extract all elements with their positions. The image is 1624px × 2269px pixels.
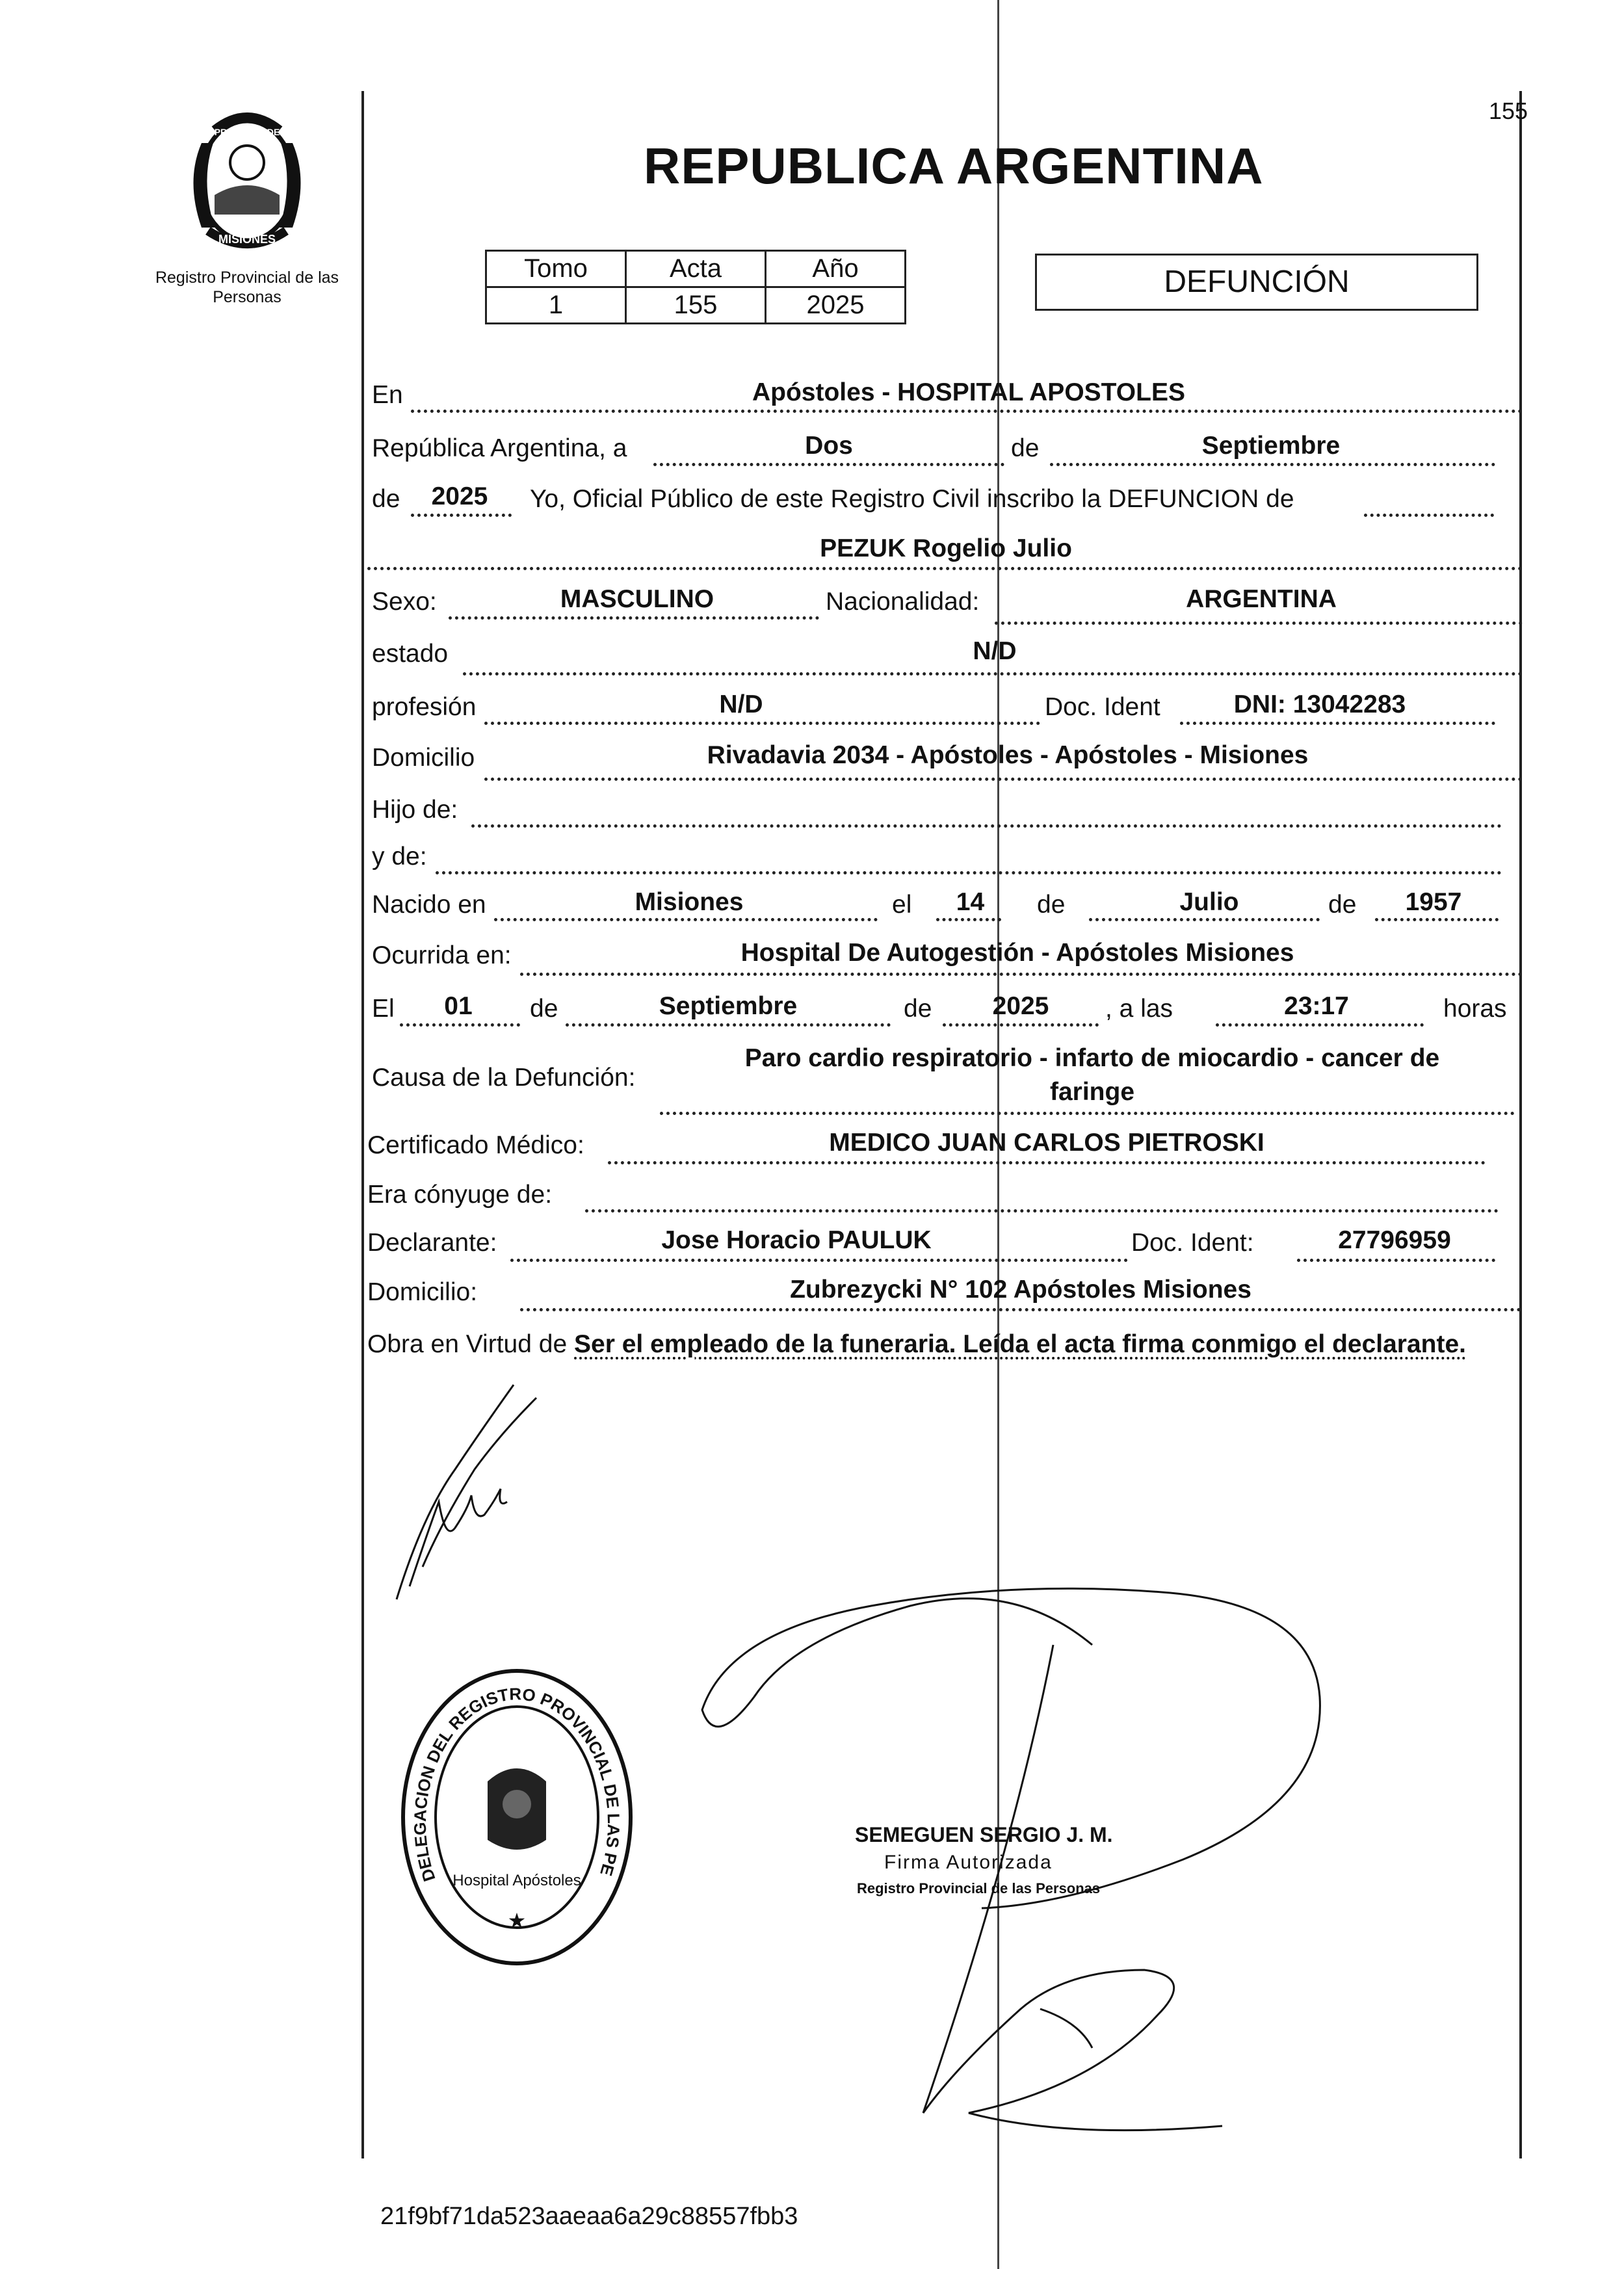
obra-label: Obra en Virtud de (367, 1330, 568, 1358)
tomo-acta-table (485, 250, 906, 324)
day-dotline (653, 463, 1004, 466)
domicilio-dotline (484, 778, 1523, 781)
nacido-value: Misiones (635, 888, 744, 916)
table-value-ano: 2025 (766, 287, 906, 324)
deceased-name: PEZUK Rogelio Julio (820, 534, 1072, 562)
de-d2-label: de (904, 995, 932, 1023)
yo-text: Yo, Oficial Público de este Registro Civil inscribo la DEFUNCION de (530, 485, 1294, 513)
month-value: Septiembre (1201, 432, 1341, 460)
conyuge-label: Era cónyuge de: (367, 1181, 553, 1209)
record-type-box: DEFUNCIÓN (1035, 254, 1478, 311)
registry-name: Registro Provincial de las Personas (155, 269, 339, 306)
doc2-value: 27796959 (1338, 1226, 1451, 1254)
profesion-label: profesión (372, 693, 477, 721)
doc-value: DNI: 13042283 (1233, 690, 1406, 718)
estado-label: estado (372, 640, 449, 668)
yo-dotline (1364, 514, 1494, 517)
ocurrida-dotline (520, 973, 1523, 976)
yde-label: y de: (372, 843, 427, 871)
el-label: el (892, 891, 912, 919)
name-dotline (367, 567, 1523, 570)
death-month: Septiembre (659, 992, 798, 1020)
certificado-dotline (608, 1161, 1486, 1164)
year-value: 2025 (431, 482, 488, 510)
estado-dotline (463, 672, 1523, 675)
year-dotline (411, 514, 512, 517)
domicilio2-label: Domicilio: (367, 1278, 478, 1306)
domicilio2-value: Zubrezycki N° 102 Apóstoles Misiones (790, 1276, 1251, 1304)
de-d1-label: de (530, 995, 558, 1023)
table-header-acta: Acta (626, 251, 766, 287)
death-year: 2025 (992, 992, 1049, 1020)
death-time: 23:17 (1284, 992, 1349, 1020)
birth-month: Julio (1179, 888, 1239, 916)
page-number: 155 (1489, 98, 1528, 124)
table-header-ano: Año (766, 251, 906, 287)
month-dotline (1050, 463, 1495, 466)
nacionalidad-dotline (995, 622, 1523, 625)
estado-value: N/D (973, 637, 1017, 665)
declarante-label: Declarante: (367, 1229, 497, 1257)
seal-ring-text: DELEGACION DEL REGISTRO PROVINCIAL DE LAS PE (410, 1684, 624, 1884)
day-value: Dos (805, 432, 853, 460)
table-value-acta: 155 (626, 287, 766, 324)
domicilio-label: Domicilio (372, 744, 475, 772)
death-day-dotline (400, 1023, 520, 1027)
birth-day: 14 (956, 888, 985, 916)
certificado-value: MEDICO JUAN CARLOS PIETROSKI (829, 1129, 1264, 1157)
domicilio2-dotline (520, 1308, 1521, 1311)
de-b1-label: de (1037, 891, 1066, 919)
en-dotline (411, 410, 1523, 413)
causa-label: Causa de la Defunción: (372, 1064, 636, 1092)
conyuge-dotline (585, 1209, 1499, 1213)
death-day: 01 (444, 992, 473, 1020)
doc2-dotline (1297, 1259, 1495, 1262)
doc2-label: Doc. Ident: (1131, 1229, 1254, 1257)
nacionalidad-label: Nacionalidad: (826, 588, 980, 616)
en-label: En (372, 381, 403, 409)
de-label: de (1011, 434, 1040, 462)
official-name: SEMEGUEN SERGIO J. M. (855, 1823, 1113, 1846)
death-time-dotline (1216, 1023, 1424, 1027)
birth-year: 1957 (1405, 888, 1462, 916)
death-year-dotline (943, 1023, 1099, 1027)
yde-dotline (436, 871, 1502, 874)
official-role: Firma Autorizada (884, 1852, 1053, 1873)
birth-day-dotline (936, 918, 1001, 921)
sexo-value: MASCULINO (560, 585, 714, 613)
domicilio-value: Rivadavia 2034 - Apóstoles - Apóstoles - Misiones (707, 741, 1309, 769)
coat-of-arms-top-text: PROVINCIA DE (214, 127, 280, 137)
republica-label: República Argentina, a (372, 434, 627, 462)
death-month-dotline (566, 1023, 891, 1027)
obra-paragraph (367, 1328, 1525, 1361)
horas-label: horas (1443, 995, 1507, 1023)
birth-month-dotline (1089, 918, 1320, 921)
seal-inner-text: Hospital Apóstoles (452, 1872, 581, 1889)
profesion-value: N/D (719, 690, 763, 718)
alas-label: , a las (1105, 995, 1173, 1023)
nacionalidad-value: ARGENTINA (1186, 585, 1337, 613)
declarante-dotline (510, 1259, 1128, 1262)
ocurrida-label: Ocurrida en: (372, 941, 512, 969)
doc-dotline (1180, 722, 1495, 725)
declarant-signature (384, 1372, 618, 1606)
nacido-label: Nacido en (372, 891, 486, 919)
official-org: Registro Provincial de las Personas (857, 1880, 1101, 1896)
causa-dotline (660, 1112, 1515, 1115)
en-value: Apóstoles - HOSPITAL APOSTOLES (752, 378, 1185, 406)
de-b2-label: de (1328, 891, 1357, 919)
certificado-label: Certificado Médico: (367, 1131, 584, 1159)
el2-label: El (372, 995, 395, 1023)
seal-star-icon: ★ (507, 1909, 527, 1932)
de-label-2: de (372, 485, 400, 513)
causa-line-1: Paro cardio respiratorio - infarto de miocardio - cancer de (744, 1044, 1440, 1072)
ocurrida-value: Hospital De Autogestión - Apóstoles Misiones (740, 939, 1294, 967)
doc-label: Doc. Ident (1045, 693, 1160, 721)
sexo-label: Sexo: (372, 588, 437, 616)
right-margin-line (1519, 91, 1522, 2158)
table-value-tomo: 1 (486, 287, 626, 324)
nacido-dotline (494, 918, 878, 921)
sexo-dotline (449, 616, 819, 620)
coat-of-arms-bottom-text: MISIONES (218, 233, 276, 246)
hijo-label: Hijo de: (372, 796, 458, 824)
hijo-dotline (471, 824, 1502, 828)
left-margin-line (361, 91, 364, 2158)
declarante-value: Jose Horacio PAULUK (661, 1226, 932, 1254)
coat-of-arms-logo (176, 104, 319, 257)
official-seal-stamp (397, 1664, 637, 1970)
profesion-dotline (484, 722, 1040, 725)
table-header-tomo: Tomo (486, 251, 626, 287)
page-title: REPUBLICA ARGENTINA (644, 137, 1264, 194)
obra-value: Ser el empleado de la funeraria. Leída el acta firma conmigo el declarante. (574, 1330, 1467, 1358)
birth-year-dotline (1375, 918, 1499, 921)
causa-line-2: faringe (1049, 1078, 1135, 1106)
document-hash: 21f9bf71da523aaeaa6a29c88557fbb3 (380, 2203, 798, 2230)
